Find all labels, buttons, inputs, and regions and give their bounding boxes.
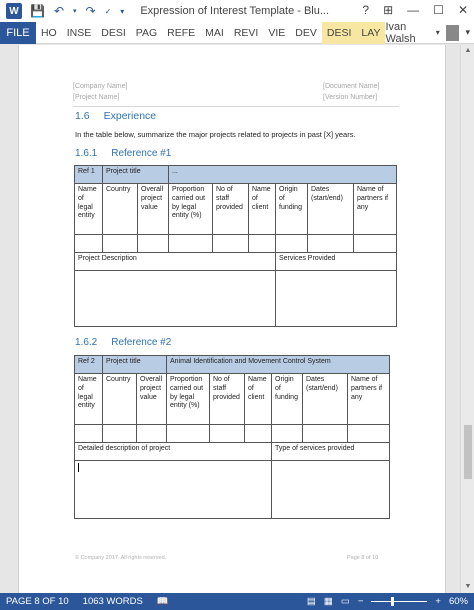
- table-cell[interactable]: [103, 235, 138, 253]
- document-area: [0, 45, 474, 593]
- page-indicator[interactable]: PAGE 8 OF 10: [6, 596, 69, 607]
- tab-page-layout[interactable]: PAG: [135, 26, 158, 39]
- maximize-button[interactable]: ☐: [433, 3, 444, 17]
- status-bar: [0, 593, 474, 610]
- expand-ribbon-icon[interactable]: ▾: [465, 27, 470, 37]
- column-header[interactable]: Name of partners if any: [354, 184, 397, 235]
- section-heading: [75, 110, 156, 122]
- intro-paragraph: In the table below, summarize the major projects related to projects in past [X] years.: [75, 130, 356, 139]
- read-mode-icon[interactable]: ▤: [306, 596, 316, 607]
- undo-icon[interactable]: ↶: [53, 4, 65, 18]
- tab-view[interactable]: VIE: [268, 26, 286, 39]
- window-title: Expression of Interest Template - Blu...: [140, 5, 330, 17]
- table-cell[interactable]: [354, 235, 397, 253]
- table-cell[interactable]: [167, 425, 210, 443]
- project-name-field[interactable]: [Project Name]: [73, 94, 120, 101]
- reference-1-heading: [75, 148, 171, 159]
- reference-2-number: 1.6.2: [75, 337, 98, 348]
- column-header[interactable]: Name of legal entity: [75, 184, 103, 235]
- tab-review[interactable]: REVI: [233, 26, 259, 39]
- detailed-description-label[interactable]: Detailed description of project: [75, 443, 272, 461]
- header-divider: [73, 106, 399, 107]
- column-header[interactable]: Overall project value: [137, 374, 167, 425]
- reference-2-title: Reference #2: [111, 337, 172, 348]
- column-header[interactable]: Proportion carried out by legal entity (%): [167, 374, 210, 425]
- window-controls: [362, 3, 468, 17]
- table-cell[interactable]: [169, 235, 213, 253]
- user-name[interactable]: Ivan Walsh: [385, 20, 416, 45]
- services-provided-cell[interactable]: [276, 271, 397, 327]
- table-cell[interactable]: [210, 425, 245, 443]
- web-layout-icon[interactable]: ▭: [340, 596, 350, 607]
- text-cursor: [78, 463, 79, 472]
- table-cell[interactable]: [138, 235, 169, 253]
- table-cell[interactable]: [308, 235, 354, 253]
- quick-access-toolbar: [30, 4, 124, 18]
- column-header[interactable]: Name of legal entity: [75, 374, 103, 425]
- scroll-up-icon[interactable]: ▲: [464, 47, 472, 54]
- tab-insert[interactable]: INSE: [66, 26, 92, 39]
- detailed-description-cell[interactable]: [75, 461, 272, 519]
- column-header[interactable]: Country: [103, 374, 137, 425]
- type-of-services-cell[interactable]: [272, 461, 390, 519]
- save-icon[interactable]: 💾: [30, 4, 45, 18]
- column-header[interactable]: Name of partners if any: [348, 374, 390, 425]
- proofing-icon[interactable]: 📖: [156, 596, 169, 607]
- section-title: Experience: [103, 110, 157, 122]
- footer-page-number: Page 8 of 10: [347, 555, 379, 561]
- column-header[interactable]: Dates (start/end): [303, 374, 348, 425]
- column-header[interactable]: Dates (start/end): [308, 184, 354, 235]
- type-of-services-label[interactable]: Type of services provided: [272, 443, 390, 461]
- table-cell[interactable]: [276, 235, 308, 253]
- table-cell[interactable]: [348, 425, 390, 443]
- word-count[interactable]: 1063 WORDS: [82, 596, 143, 607]
- table-cell[interactable]: [272, 425, 303, 443]
- reference-1-table: [74, 165, 397, 327]
- table-cell[interactable]: [75, 425, 103, 443]
- column-header[interactable]: Proportion carried out by legal entity (%): [169, 184, 213, 235]
- table-cell[interactable]: [249, 235, 276, 253]
- column-header[interactable]: No of staff provided: [210, 374, 245, 425]
- zoom-out-button[interactable]: −: [357, 596, 364, 607]
- table-cell[interactable]: [75, 235, 103, 253]
- reference-1-title: Reference #1: [111, 148, 172, 159]
- ribbon-display-button[interactable]: ⊞: [383, 3, 394, 17]
- scroll-thumb[interactable]: [464, 425, 472, 479]
- redo-icon[interactable]: ↷: [85, 4, 96, 18]
- column-header[interactable]: Name of client: [249, 184, 276, 235]
- document-page[interactable]: [18, 45, 446, 593]
- table-cell[interactable]: [137, 425, 167, 443]
- tab-references[interactable]: REFE: [167, 26, 196, 39]
- project-title-label[interactable]: Project title: [103, 356, 167, 374]
- zoom-in-button[interactable]: +: [435, 596, 441, 607]
- column-header[interactable]: Name of client: [245, 374, 272, 425]
- column-header[interactable]: No of staff provided: [213, 184, 249, 235]
- column-header[interactable]: Origin of funding: [276, 184, 308, 235]
- customize-toolbar-icon[interactable]: ▾: [120, 6, 125, 16]
- table-cell[interactable]: [245, 425, 272, 443]
- tab-developer[interactable]: DEV: [295, 26, 317, 39]
- project-title-value[interactable]: Animal Identification and Movement Control System: [167, 356, 390, 374]
- version-number-field[interactable]: [Version Number]: [323, 94, 378, 101]
- undo-dropdown-icon[interactable]: ▾: [73, 8, 77, 15]
- tab-mailings[interactable]: MAI: [205, 26, 224, 39]
- services-provided-label[interactable]: Services Provided: [276, 253, 397, 271]
- reference-1-number: 1.6.1: [75, 148, 98, 159]
- zoom-slider-knob[interactable]: [391, 597, 394, 606]
- project-title-value[interactable]: ...: [169, 166, 397, 184]
- table-cell[interactable]: [103, 425, 137, 443]
- close-button[interactable]: ✕: [457, 3, 468, 17]
- section-number: 1.6: [75, 110, 90, 122]
- project-description-cell[interactable]: [75, 271, 276, 327]
- vertical-scrollbar[interactable]: [460, 45, 474, 593]
- tab-file[interactable]: FILE: [0, 22, 36, 44]
- table-cell[interactable]: [213, 235, 249, 253]
- tab-home[interactable]: HO: [40, 26, 57, 39]
- column-header[interactable]: Country: [103, 184, 138, 235]
- ref-number-cell[interactable]: Ref 1: [75, 166, 103, 184]
- ref-number-cell[interactable]: Ref 2: [75, 356, 103, 374]
- document-name-field[interactable]: [Document Name]: [323, 83, 380, 90]
- minimize-button[interactable]: —: [407, 3, 420, 17]
- word-logo-icon[interactable]: W: [6, 3, 22, 19]
- project-description-label[interactable]: Project Description: [75, 253, 276, 271]
- user-dropdown-icon[interactable]: ▾: [435, 28, 440, 37]
- company-name-field[interactable]: [Company Name]: [73, 83, 128, 90]
- project-title-label[interactable]: Project title: [103, 166, 169, 184]
- print-layout-icon[interactable]: ▦: [323, 596, 333, 607]
- scroll-down-icon[interactable]: ▼: [464, 583, 472, 590]
- status-bar-right: [307, 596, 474, 607]
- zoom-slider[interactable]: [371, 601, 427, 602]
- help-button[interactable]: ?: [362, 3, 370, 17]
- ribbon-tabs: [0, 22, 474, 44]
- spelling-icon[interactable]: ✓: [104, 6, 112, 16]
- footer-copyright: © Company 2017. All rights reserved.: [75, 555, 167, 561]
- reference-2-heading: [75, 337, 171, 348]
- table-cell[interactable]: [303, 425, 348, 443]
- column-header[interactable]: Overall project value: [138, 184, 169, 235]
- tab-table-design[interactable]: DESI: [322, 22, 357, 44]
- title-bar: [0, 0, 474, 22]
- tab-table-layout[interactable]: LAY: [356, 22, 385, 44]
- column-header[interactable]: Origin of funding: [272, 374, 303, 425]
- tab-design[interactable]: DESI: [101, 26, 126, 39]
- reference-2-table: [74, 355, 390, 519]
- avatar[interactable]: [446, 25, 460, 41]
- zoom-level[interactable]: 60%: [448, 596, 468, 607]
